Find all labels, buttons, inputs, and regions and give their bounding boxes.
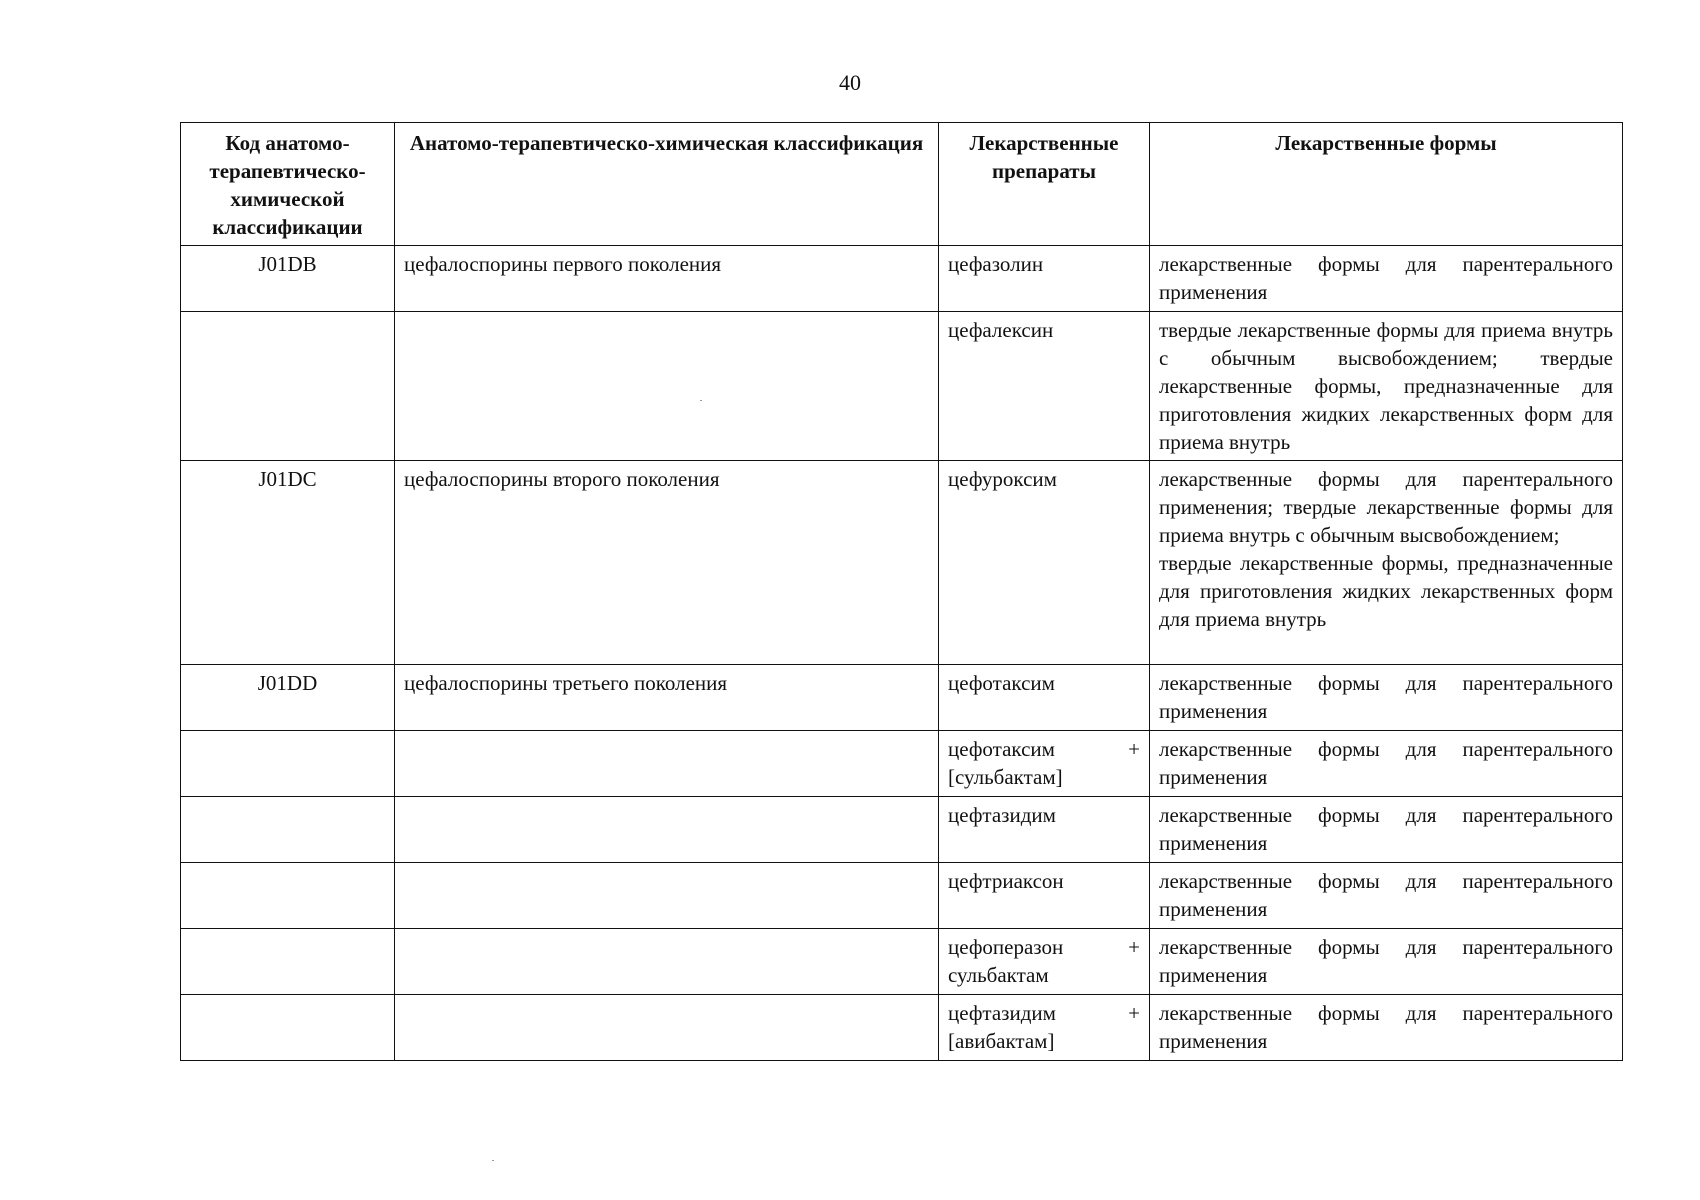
atc-code-cell [181, 863, 395, 929]
drug-name: цефтазидим [948, 1001, 1056, 1025]
table-row [181, 312, 1623, 461]
drug-name-line [948, 999, 1140, 1027]
dosage-form-cell [1150, 461, 1623, 665]
atc-classification-cell [395, 797, 939, 863]
page-number: 40 [839, 70, 861, 95]
atc-classification-cell [395, 863, 939, 929]
table-header [181, 123, 1623, 246]
dosage-form-cell: лекарственные формы для парентерального применения [1150, 665, 1623, 731]
atc-classification-cell [395, 929, 939, 995]
dosage-form-text: лекарственные формы для парентерального применения; твердые лекарственные формы для приема внутрь с обычным высвобождением; твердые лекарственные формы, предназначенные для приготовления жидких лекарственных форм для приема внутрь [1159, 467, 1613, 631]
header-atc-code: Код анатомо-терапевтическо-химической классификации [181, 123, 395, 246]
atc-code-cell [181, 929, 395, 995]
atc-classification-cell [395, 312, 939, 461]
drug-cell [939, 995, 1150, 1061]
table-row [181, 929, 1623, 995]
atc-classification-cell: цефалоспорины второго поколения [395, 461, 939, 665]
table-row [181, 797, 1623, 863]
table-row [181, 731, 1623, 797]
dosage-form-cell: лекарственные формы для парентерального применения [1150, 929, 1623, 995]
table-row [181, 665, 1623, 731]
drug-cell: цефазолин [939, 246, 1150, 312]
header-atc-classification: Анатомо-терапевтическо-химическая классификация [395, 123, 939, 246]
atc-classification-cell [395, 731, 939, 797]
drug-combination: [сульбактам] [948, 765, 1063, 789]
table-row [181, 863, 1623, 929]
table-row [181, 995, 1623, 1061]
drug-name-line [948, 933, 1140, 961]
table-body [181, 246, 1623, 1061]
medication-table [180, 122, 1623, 1061]
drug-cell: цефтазидим [939, 797, 1150, 863]
scan-speck [492, 1160, 494, 1161]
atc-code-cell [181, 995, 395, 1061]
atc-code-cell: J01DB [181, 246, 395, 312]
atc-code-cell: J01DC [181, 461, 395, 665]
drug-name: цефоперазон [948, 935, 1064, 959]
atc-code-cell [181, 731, 395, 797]
combination-plus: + [1128, 737, 1140, 761]
drug-cell: цефалексин [939, 312, 1150, 461]
drug-cell: цефуроксим [939, 461, 1150, 665]
dosage-form-cell: лекарственные формы для парентерального применения [1150, 246, 1623, 312]
scan-speck [700, 400, 702, 401]
atc-classification-cell: цефалоспорины первого поколения [395, 246, 939, 312]
combination-plus: + [1128, 1001, 1140, 1025]
atc-classification-cell [395, 995, 939, 1061]
table-row [181, 461, 1623, 665]
combination-plus: + [1128, 935, 1140, 959]
atc-code-cell: J01DD [181, 665, 395, 731]
header-row [181, 123, 1623, 246]
header-dosage-forms: Лекарственные формы [1150, 123, 1623, 246]
dosage-form-cell: лекарственные формы для парентерального применения [1150, 731, 1623, 797]
drug-name: цефотаксим [948, 737, 1055, 761]
dosage-form-cell: лекарственные формы для парентерального применения [1150, 863, 1623, 929]
table-row [181, 246, 1623, 312]
header-drugs: Лекарственные препараты [939, 123, 1150, 246]
dosage-form-cell: лекарственные формы для парентерального применения [1150, 995, 1623, 1061]
atc-code-cell [181, 797, 395, 863]
dosage-form-cell: лекарственные формы для парентерального применения [1150, 797, 1623, 863]
atc-code-cell [181, 312, 395, 461]
drug-combination: сульбактам [948, 963, 1049, 987]
drug-cell [939, 929, 1150, 995]
drug-combination: [авибактам] [948, 1029, 1055, 1053]
drug-cell: цефотаксим [939, 665, 1150, 731]
dosage-form-cell: твердые лекарственные формы для приема внутрь с обычным высвобождением; твердые лекарственные формы, предназначенные для приготовления жидких лекарственных форм для приема внутрь [1150, 312, 1623, 461]
drug-name-line [948, 735, 1140, 763]
drug-cell: цефтриаксон [939, 863, 1150, 929]
atc-classification-cell: цефалоспорины третьего поколения [395, 665, 939, 731]
drug-cell [939, 731, 1150, 797]
